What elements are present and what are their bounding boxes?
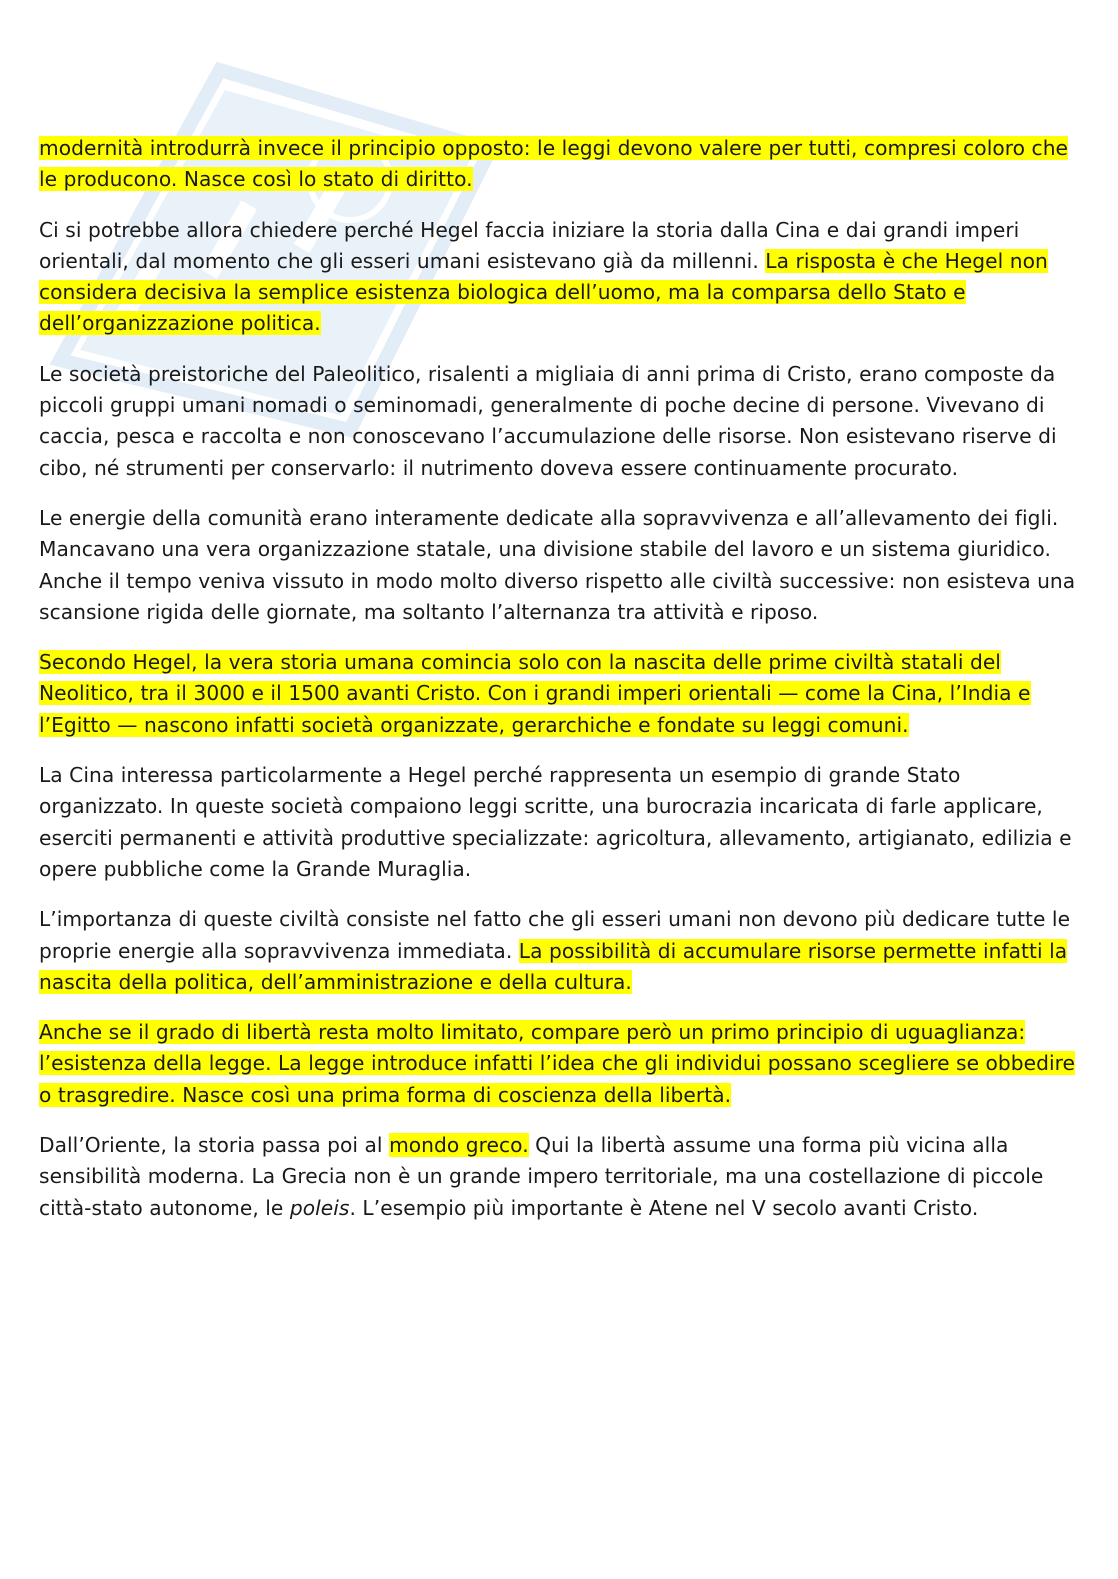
highlighted-text: La possibilità di accumulare risorse permette infatti la nascita della politica, dell’amministrazione e della cultura. [39,938,1068,994]
paragraph [39,1130,1087,1224]
body-text: Ci si potrebbe allora chiedere perché Hegel faccia iniziare la storia dalla Cina e dai grandi imperi orientali, dal momento che gli esseri umani esistevano già da millenni. [39,217,1020,273]
body-text: Le società preistoriche del Paleolitico, risalenti a migliaia di anni prima di Cristo, erano composte da piccoli gruppi umani nomadi o seminomadi, generalmente di poche decine di persone. Vivevano di caccia, pesca e raccolta e non conoscevano l’accumulazione delle risorse. Non esistevano riserve di cibo, né strumenti per conservarlo: il nutrimento doveva essere continuamente procurato. [39,361,1057,480]
body-text: L’importanza di queste civiltà consiste nel fatto che gli esseri umani non devono più dedicare tutte le proprie energie alla sopravvivenza immediata. [39,907,1071,963]
body-text: La Cina interessa particolarmente a Hegel perché rappresenta un esempio di grande Stato organizzato. In queste società compaiono leggi scritte, una burocrazia incaricata di farle applicare, eserciti permanenti e attività produttive specializzate: agricoltura, allevamento, artigianato, edilizia e opere pubbliche come la Grande Muraglia. [39,763,1072,881]
italic-text: poleis [289,1195,350,1220]
highlighted-text: Anche se il grado di libertà resta molto limitato, compare però un primo principio di uguaglianza: l’esistenza della legge. La legge introduce infatti l’idea che gli individui possano scegliere se obbedire o trasgredire. Nasce così una prima forma di coscienza della libertà. [39,1020,1076,1107]
paragraph [39,503,1087,628]
highlighted-text: mondo greco. [389,1133,529,1158]
document-page [39,133,1087,1243]
paragraph [39,760,1087,885]
highlighted-text: La risposta è che Hegel non considera decisiva la semplice esistenza biologica dell’uomo, ma la comparsa dello Stato e dell’organizzazione politica. [39,248,1048,336]
body-text: Qui la libertà assume una forma più vicina alla sensibilità moderna. La Grecia non è un grande impero territoriale, ma una costellazione di piccole città-stato autonome, le [39,1133,1044,1220]
body-text: Le energie della comunità erano interamente dedicate alla sopravvivenza e all’allevamento dei figli. Mancavano una vera organizzazione statale, una divisione stabile del lavoro e un sistema giuridico. Anche il tempo veniva vissuto in modo molto diverso rispetto alle civiltà successive: non esisteva una scansione rigida delle giornate, ma soltanto l’alternanza tra attività e riposo. [39,505,1076,624]
paragraph [39,359,1087,484]
highlighted-text: modernità introdurrà invece il principio opposto: le leggi devono valere per tutti, compresi coloro che le producono. Nasce così lo stato di diritto. [39,136,1069,192]
paragraph [39,904,1087,998]
paragraph [39,133,1087,196]
paragraph [39,215,1087,340]
paragraph [39,1017,1087,1111]
paragraph [39,647,1087,741]
highlighted-text: Secondo Hegel, la vera storia umana comincia solo con la nascita delle prime civiltà statali del Neolitico, tra il 3000 e il 1500 avanti Cristo. Con i grandi imperi orientali — come la Cina, l’India e l’Egitto — nascono infatti società organizzate, gerarchiche e fondate su leggi comuni. [39,650,1031,737]
body-text: Dall’Oriente, la storia passa poi al [39,1133,390,1158]
body-text: . L’esempio più importante è Atene nel V secolo avanti Cristo. [349,1195,979,1220]
